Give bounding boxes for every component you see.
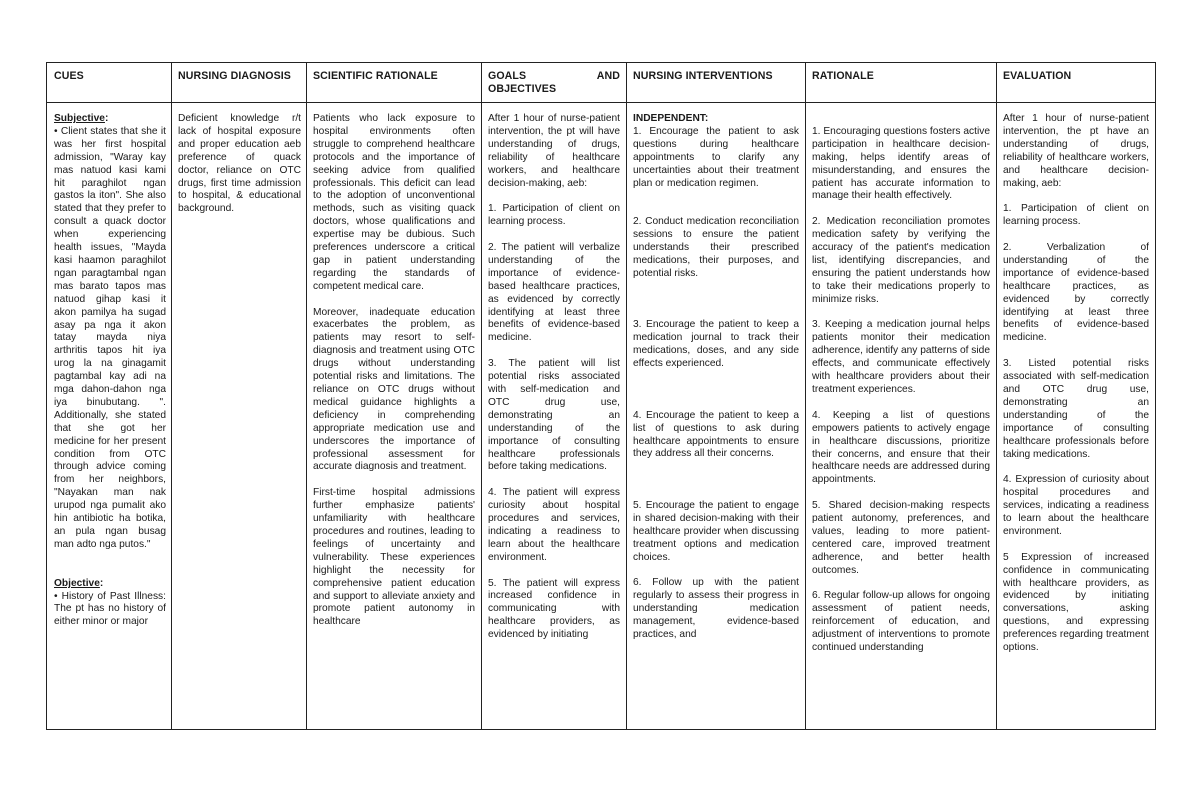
goal-item: 3. The patient will list potential risks associated with self-medication and OTC drug use, demonstrating an understanding of the importance of consulting healthcare professionals before taking medications.: [488, 358, 620, 473]
cues-cell: [54, 113, 166, 725]
evaluation-item: 1. Participation of client on learning process.: [1003, 203, 1149, 228]
rationale-item: 6. Regular follow-up allows for ongoing assessment of patient needs, reinforcement of education, and adjustment of interventions to promote continued understanding: [812, 590, 990, 654]
interventions-cell: [633, 113, 799, 725]
diagnosis-text: Deficient knowledge r/t lack of hospital exposure and proper education aeb preference of quack doctor, reliance on OTC drugs, first time admission to hospital, & educational background.: [178, 113, 301, 215]
goal-item: 1. Participation of client on learning process.: [488, 203, 620, 228]
column-divider: [481, 63, 482, 729]
intervention-item: 6. Follow up with the patient regularly to assess their progress in understanding medication management, evidence-based practices, and: [633, 577, 799, 641]
evaluation-item: 2. Verbalization of understanding of the importance of evidence-based healthcare practices, as evidenced by correctly identifying at least three benefits of evidence-based medicine.: [1003, 242, 1149, 344]
header-scientific-rationale: SCIENTIFIC RATIONALE: [313, 70, 438, 82]
header-cues: CUES: [54, 70, 84, 82]
header-evaluation: EVALUATION: [1003, 70, 1072, 82]
care-plan-table: [46, 62, 1156, 730]
header-goals-objectives: GOALS AND OBJECTIVES: [488, 70, 620, 95]
subjective-text: • Client states that she it was her first hospital admission, "Waray kay mas natuod kasi kami hit paraghilot ngan gastos la iton". She also stated that they prefer to consult a quack doctor when experiencing health issues, "Mayda kasi haamon paraghilot ngan paragtambal ngan mas barato tapos mas natuod gihap kasi it akon pamilya ha sugad asay pa nga it akon tatay mayda niya arthritis tapos hit iya urog la na ginagamit pagtambal kay adi na mga dahon-dahon nga iya binubutang. ". Additionally, she stated that she got her medicine for her present condition from OTC through advice coming from her neighbors, "Nayakan man nak urupod nga pumalit ako hin antibiotic ha botika, an pula ngan busag man adto nga putos.": [54, 125, 166, 550]
intervention-item: 2. Conduct medication reconciliation sessions to ensure the patient understands their prescribed medications, their purposes, and potential risks.: [633, 216, 799, 279]
rationale-item: 4. Keeping a list of questions empowers patients to actively engage in healthcare discussions, prioritize their concerns, and ensure that their healthcare needs are addressed during appointments.: [812, 409, 990, 486]
goal-item: 2. The patient will verbalize understanding of the importance of evidence-based healthcare practices, as evidenced by correctly identifying at least three benefits of evidence-based medicine.: [488, 242, 620, 344]
column-divider: [171, 63, 172, 729]
scientific-paragraph-2: Moreover, inadequate education exacerbates the problem, as patients may resort to self-diagnosis and treatment using OTC drugs without understanding potential risks and limitations. The reliance on OTC drugs without medical guidance highlights a deficiency in comprehending appropriate medication use and underscores the importance of professional assessment for accurate diagnosis and treatment.: [313, 306, 475, 473]
intervention-item: 1. Encourage the patient to ask questions during healthcare appointments to clarify any uncertainties about their treatment plan or medication regimen.: [633, 125, 799, 189]
column-divider: [306, 63, 307, 729]
rationale-item: 1. Encouraging questions fosters active participation in healthcare decision-making, helps identify areas of misunderstanding, and ensures the patient has accurate information to manage their health effectively.: [812, 125, 990, 202]
scientific-paragraph-3: First-time hospital admissions further emphasize patients' unfamiliarity with healthcare procedures and routines, leading to feelings of uncertainty and vulnerability. These experiences highlight the necessity for comprehensive patient education and support to alleviate anxiety and promote patient autonomy in healthcare: [313, 487, 475, 628]
header-nursing-interventions: NURSING INTERVENTIONS: [633, 70, 773, 82]
goal-item: 4. The patient will express curiosity about hospital procedures and services, indicating a readiness to learn about the healthcare environment.: [488, 487, 620, 563]
goals-cell: [488, 113, 620, 725]
objective-label: Objective: [54, 577, 100, 589]
scientific-paragraph-1: Patients who lack exposure to hospital environments often struggle to comprehend healthcare protocols and the importance of seeking advice from qualified professionals. This deficit can lead to the adoption of unconventional methods, such as visiting quack doctors, whose qualifications and expertise may be dubious. Such preferences underscore a critical gap in patient understanding regarding the standards of competent medical care.: [313, 113, 475, 292]
rationale-item: 3. Keeping a medication journal helps patients monitor their medication adherence, identify any patterns of side effects, and communicate effectively with healthcare providers about their treatment experiences.: [812, 319, 990, 395]
objective-text: • History of Past Illness: The pt has no history of either minor or major: [54, 590, 166, 628]
rationale-item: 2. Medication reconciliation promotes medication safety by verifying the accuracy of the patient's medication list, identifying discrepancies, and ensuring the patient understands how to take their medications properly to minimize risks.: [812, 216, 990, 305]
evaluation-cell: [1003, 113, 1149, 725]
intervention-item: 4. Encourage the patient to keep a list of questions to ask during healthcare appointments to ensure they address all their concerns.: [633, 409, 799, 460]
subjective-label: Subjective: [54, 113, 105, 124]
subjective-colon: :: [104, 113, 109, 124]
evaluation-item: 3. Listed potential risks associated with self-medication and OTC drug use, demonstrating an understanding of the importance of consulting healthcare professionals before taking medications.: [1003, 358, 1149, 460]
objective-colon: :: [99, 577, 104, 589]
column-divider: [805, 63, 806, 729]
intervention-item: 3. Encourage the patient to keep a medication journal to track their medications, doses, and any side effects experienced.: [633, 319, 799, 370]
header-rationale: RATIONALE: [812, 70, 874, 82]
column-divider: [626, 63, 627, 729]
rationale-cell: [812, 113, 990, 725]
diagnosis-cell: [178, 113, 301, 725]
evaluation-intro: After 1 hour of nurse-patient intervention, the pt have an understanding of drugs, reliability of healthcare workers, and healthcare decision-making, aeb:: [1003, 113, 1149, 189]
scientific-rationale-cell: [313, 113, 475, 725]
column-divider: [996, 63, 997, 729]
evaluation-item: 4. Expression of curiosity about hospital procedures and services, indicating a readiness to learn about the healthcare environment.: [1003, 474, 1149, 537]
header-nursing-diagnosis: NURSING DIAGNOSIS: [178, 70, 291, 82]
goals-intro: After 1 hour of nurse-patient intervention, the pt will have understanding of drugs, reliability of healthcare workers, and healthcare decision-making, aeb:: [488, 113, 620, 189]
evaluation-item: 5 Expression of increased confidence in communicating with healthcare providers, as evidenced by initiating conversations, asking questions, and expressing preferences regarding treatment options.: [1003, 551, 1149, 654]
rationale-item: 5. Shared decision-making respects patient autonomy, preferences, and values, leading to more patient-centered care, improved treatment adherence, and better health outcomes.: [812, 500, 990, 576]
goal-item: 5. The patient will express increased confidence in communicating with healthcare providers, as evidenced by initiating: [488, 577, 620, 641]
independent-label: INDEPENDENT:: [633, 113, 709, 124]
intervention-item: 5. Encourage the patient to engage in shared decision-making with their healthcare provider when discussing treatment options and medication choices.: [633, 500, 799, 563]
